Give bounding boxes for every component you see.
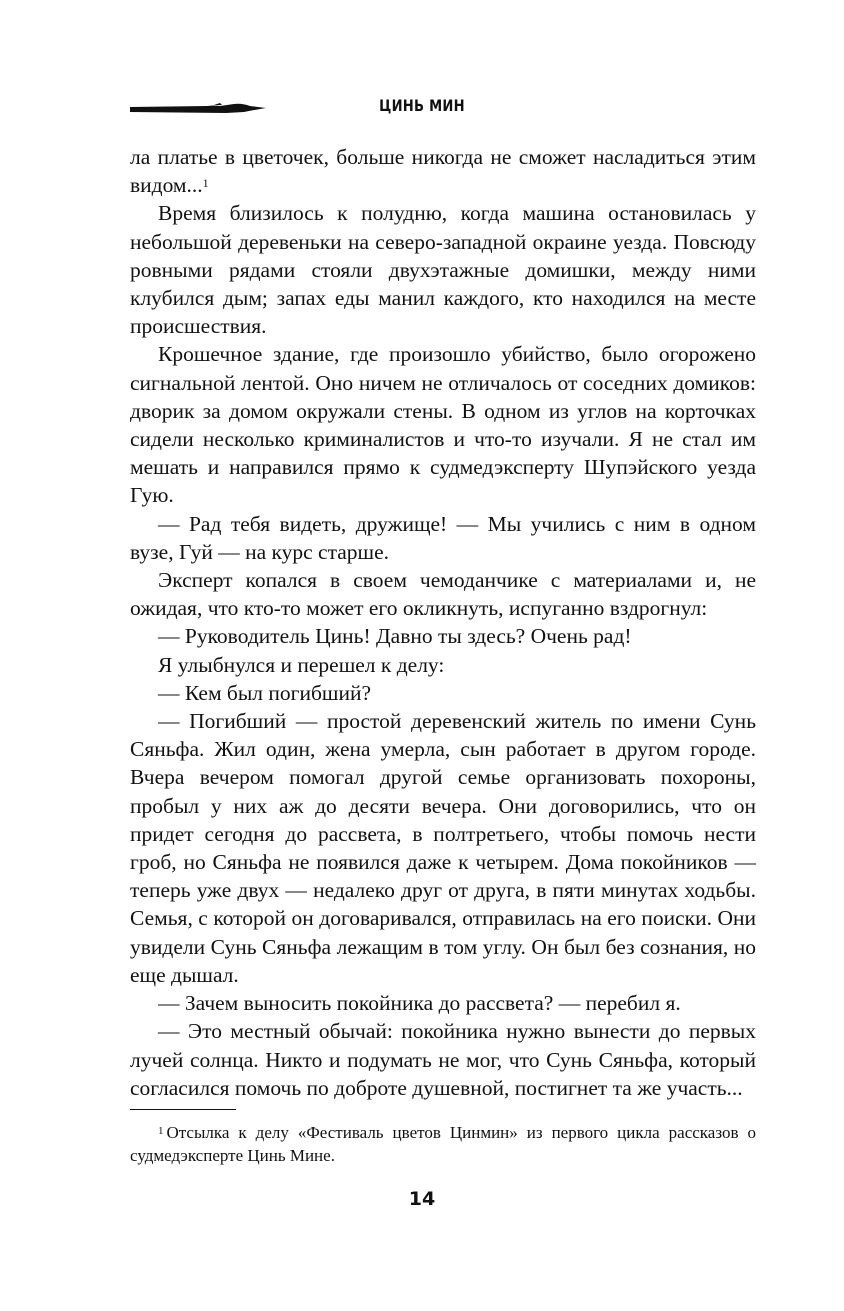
- footnote: [130, 1121, 756, 1167]
- footnote-reference: 1: [202, 176, 209, 191]
- paragraph-text: ла платье в цветочек, больше никогда не сможет насладиться этим видом...: [130, 145, 756, 198]
- paragraph: [130, 143, 756, 199]
- running-title: ЦИНЬ МИН: [379, 96, 465, 115]
- body-text: [130, 143, 756, 1102]
- paragraph: — Погибший — простой деревенский житель по имени Сунь Сяньфа. Жил один, жена умерла, сын работает в другом городе. Вчера вечером помогал другой семье организовать похороны, пробыл у них аж до десяти вечера. Они договорились, что он придет сегодня до рассвета, в полтретьего, чтобы помочь нести гроб, но Сяньфа не появился даже к четырем. Дома покойников — теперь уже двух — недалеко друг от друга, в пяти минутах ходьбы. Семья, с которой он договаривался, отправилась на его поиски. Они увидели Сунь Сяньфа лежащим в том углу. Он был без сознания, но еще дышал.: [130, 709, 756, 987]
- paragraph: Эксперт копался в своем чемоданчике с материалами и, не ожидая, что кто-то может его окликнуть, испуганно вздрогнул:: [130, 568, 756, 621]
- paragraph: — Кем был погибший?: [158, 680, 372, 705]
- footnote-divider: [130, 1109, 236, 1110]
- paragraph: Я улыбнулся и перешел к делу:: [158, 652, 445, 677]
- paragraph: — Зачем выносить покойника до рассвета? — перебил я.: [158, 991, 681, 1016]
- running-header: [0, 92, 844, 122]
- page-number: 14: [408, 1188, 436, 1210]
- paragraph: — Руководитель Цинь! Давно ты здесь? Очень рад!: [158, 624, 632, 649]
- paragraph: — Рад тебя видеть, дружище! — Мы учились с ним в одном вузе, Гуй — на курс старше.: [130, 511, 756, 564]
- footnote-text: Отсылка к делу «Фестиваль цветов Цинмин» из первого цикла рассказов о судмедэксперте Цинь Мине.: [130, 1123, 756, 1165]
- paragraph: — Это местный обычай: покойника нужно вынести до первых лучей солнца. Никто и подумать не мог, что Сунь Сяньфа, который согласился помочь по доброте душевной, постигнет та же участь...: [130, 1019, 756, 1100]
- paragraph: Время близилось к полудню, когда машина остановилась у небольшой деревеньки на северо-западной окраине уезда. Повсюду ровными рядами стояли двухэтажные домишки, между ними клубился дым; запах еды манил каждого, кто находился на месте происшествия.: [130, 201, 756, 339]
- footnote-mark: 1: [158, 1125, 164, 1137]
- paragraph: Крошечное здание, где произошло убийство, было огорожено сигнальной лентой. Оно ничем не отличалось от соседних домиков: дворик за домом окружали стены. В одном из углов на корточках сидели несколько криминалистов и что-то изучали. Я не стал им мешать и направился прямо к судмедэксперту Шупэйского уезда Гую.: [130, 342, 756, 508]
